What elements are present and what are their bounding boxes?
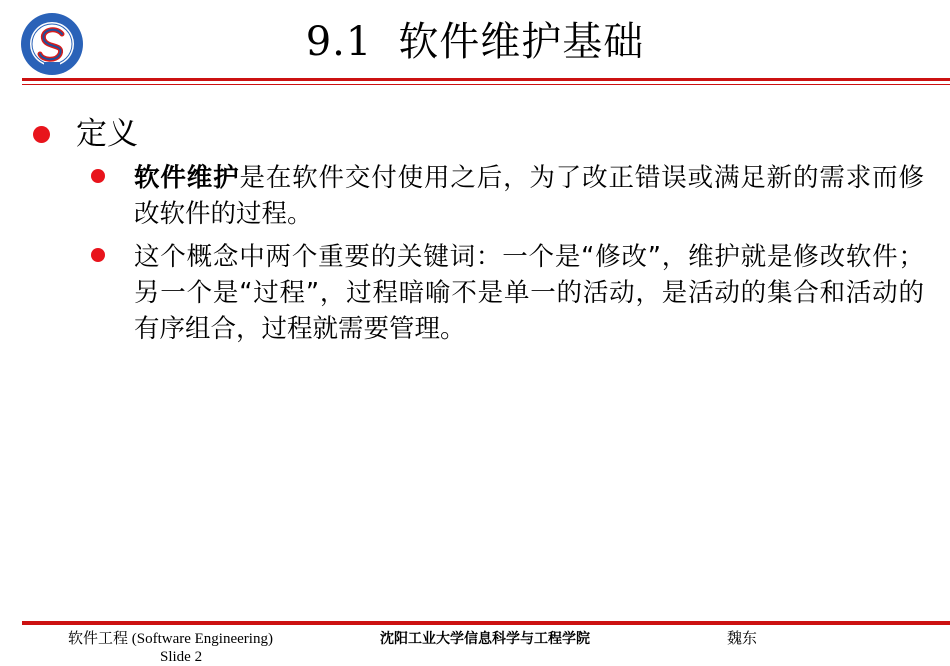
item-text: 是在软件交付使用之后，为了改正错误或满足新的需求而修改软件的过程。 xyxy=(134,163,924,229)
bullet-icon xyxy=(91,248,105,262)
footer-institution: 沈阳工业大学信息科学与工程学院 xyxy=(380,631,590,647)
list-item xyxy=(134,160,924,232)
footer-author: 魏东 xyxy=(727,631,758,647)
footer-divider xyxy=(22,621,950,625)
bold-term: 软件维护 xyxy=(134,163,240,193)
footer-slide: Slide 2 xyxy=(160,649,203,665)
title-text: 软件维护基础 xyxy=(398,19,645,65)
header-divider xyxy=(22,78,950,81)
page-title xyxy=(0,16,950,68)
footer-course: 软件工程 (Software Engineering) xyxy=(68,631,273,647)
item-text: 这个概念中两个重要的关键词：一个是“修改”，维护就是修改软件；另一个是“过程”，过程暗喻不是单一的活动，是活动的集合和活动的有序组合，过程就需要管理。 xyxy=(134,242,924,344)
definition-heading: 定义 xyxy=(76,116,138,152)
header-divider-thin xyxy=(22,84,950,85)
list-item xyxy=(134,239,924,347)
bullet-icon xyxy=(33,126,50,143)
title-number: 9.1 xyxy=(305,19,373,65)
bullet-icon xyxy=(91,169,105,183)
